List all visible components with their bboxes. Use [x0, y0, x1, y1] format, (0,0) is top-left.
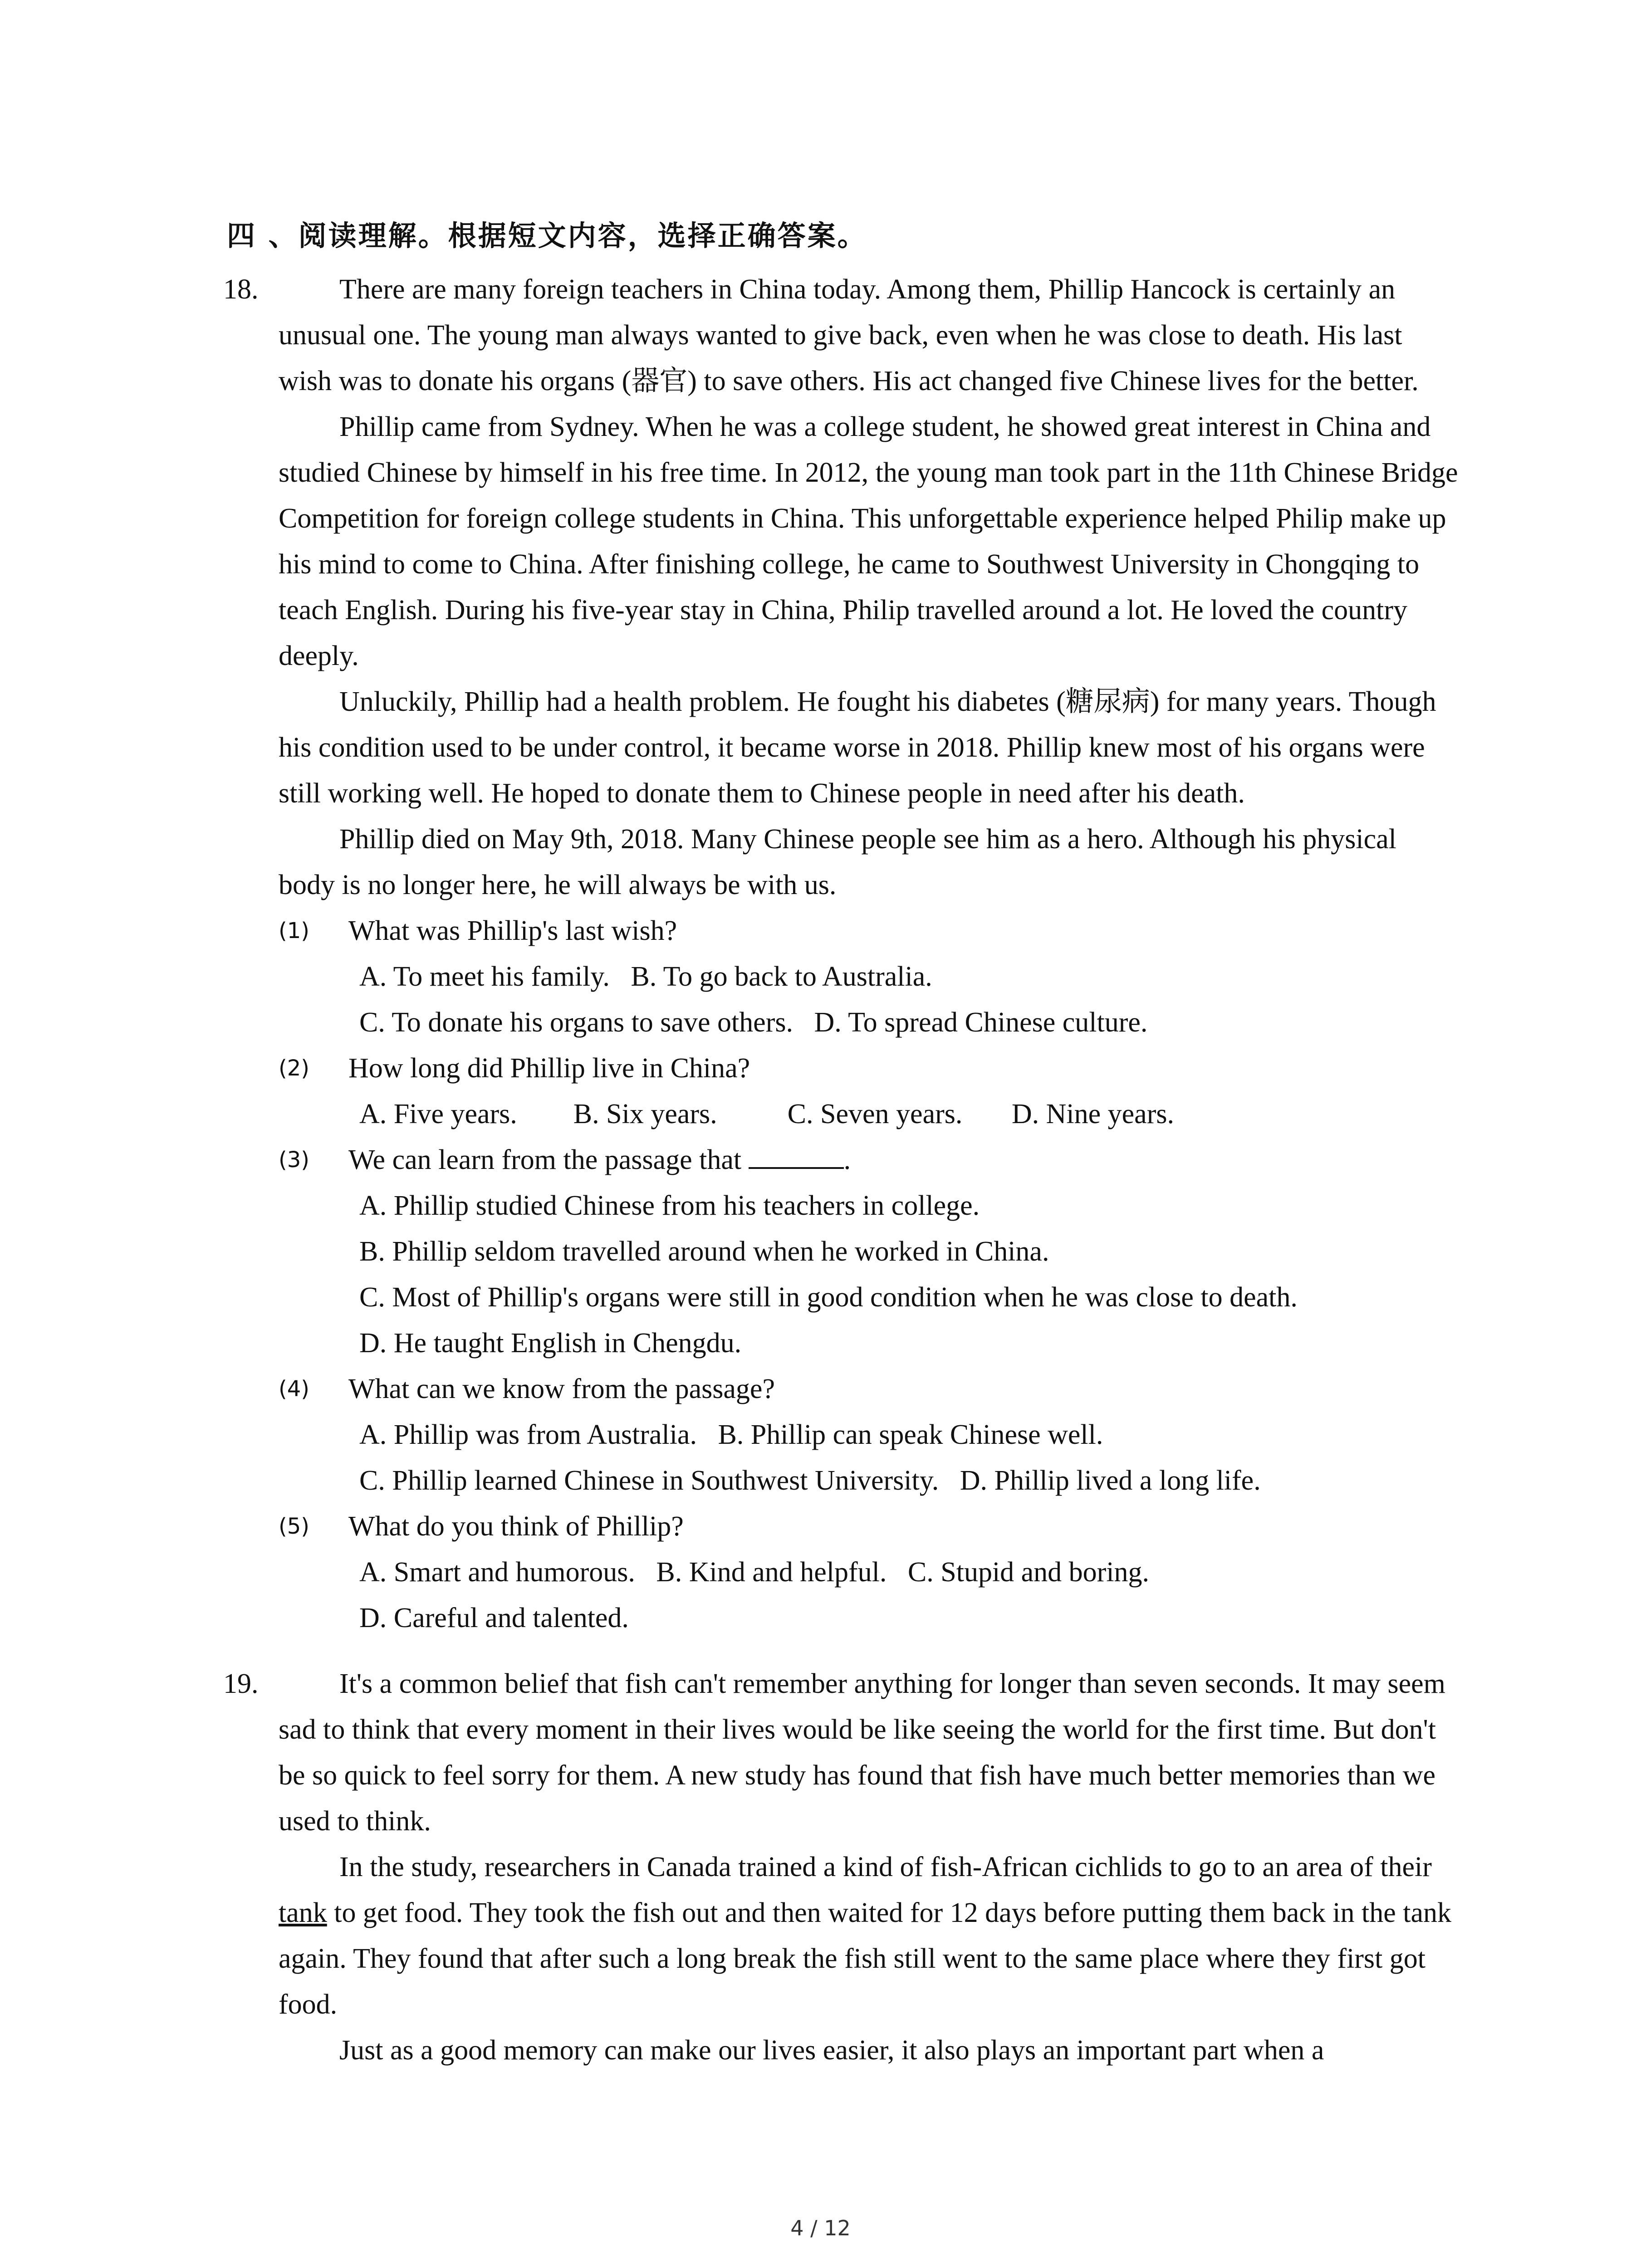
passage-text: to get food. They took the fish out and then waited for 12 days before putting them back in the tank again. They found that after such a long break the fish still went to the same place where they first got food. [279, 1897, 1452, 2020]
answer-options: A. Five years. B. Six years. C. Seven years. D. Nine years. [359, 1099, 1174, 1129]
answer-options: A. Phillip was from Australia. B. Phillip can speak Chinese well. [359, 1419, 1103, 1450]
answer-option: A. Phillip studied Chinese from his teachers in college. [359, 1190, 980, 1221]
question-number: 19. [223, 1668, 259, 1699]
answer-blank [749, 1144, 844, 1169]
passage-paragraph: Phillip came from Sydney. When he was a college student, he showed great interest in China and studied Chinese by himself in his free time. In 2012, the young man took part in the 11th Chinese Bridge Competition for foreign college students in China. This unforgettable experience helped Philip make up his mind to come to China. After finishing college, he came to Southwest University in Chongqing to teach English. During his five-year stay in China, Philip travelled around a lot. He loved the country deeply. [279, 411, 1458, 671]
sub-question-text-end: . [843, 1144, 851, 1175]
spacer [0, 1641, 1641, 1661]
sub-question-number: (2) [279, 1056, 309, 1081]
answer-option: B. Phillip seldom travelled around when he worked in China. [359, 1236, 1049, 1267]
sub-question-number: (4) [279, 1376, 309, 1402]
passage-paragraph: It's a common belief that fish can't remember anything for longer than seven seconds. It may seem sad to think that every moment in their lives would be like seeing the world for the first time. But don't be so quick to feel sorry for them. A new study has found that fish have much better memories than we used to think. [279, 1668, 1445, 1837]
sub-question-number: (5) [279, 1514, 309, 1539]
answer-option: D. He taught English in Chengdu. [359, 1328, 742, 1359]
answer-options: D. Careful and talented. [359, 1603, 629, 1633]
sub-question-text: What can we know from the passage? [348, 1374, 775, 1404]
answer-options: A. Smart and humorous. B. Kind and helpful. C. Stupid and boring. [359, 1557, 1150, 1588]
answer-options: A. To meet his family. B. To go back to Australia. [359, 961, 932, 992]
sub-question-text: We can learn from the passage that [348, 1144, 749, 1175]
question-18 [0, 267, 1641, 1641]
question-19 [0, 1661, 1641, 2073]
underlined-word: tank [279, 1897, 327, 1928]
passage-paragraph: Phillip died on May 9th, 2018. Many Chinese people see him as a hero. Although his physical body is no longer here, he will always be with us. [279, 824, 1396, 900]
sub-question-3 [279, 1137, 1641, 1183]
answer-options: C. Phillip learned Chinese in Southwest University. D. Phillip lived a long life. [359, 1465, 1261, 1496]
section-title: 四 、阅读理解。根据短文内容，选择正确答案。 [227, 219, 867, 252]
passage-paragraph: Unluckily, Phillip had a health problem. He fought his diabetes (糖尿病) for many years. Though his condition used to be under control, it became worse in 2018. Phillip knew most of his organs were still working well. He hoped to donate them to Chinese people in need after his death. [279, 686, 1436, 809]
sub-question-number: (3) [279, 1147, 309, 1173]
sub-question-1 [279, 908, 1641, 954]
sub-question-number: (1) [279, 918, 309, 943]
sub-question-5 [279, 1504, 1641, 1549]
answer-option: C. Most of Phillip's organs were still in good condition when he was close to death. [359, 1282, 1298, 1313]
answer-options: C. To donate his organs to save others. D. To spread Chinese culture. [359, 1007, 1148, 1038]
reading-content [0, 267, 1641, 2073]
passage-paragraph [279, 1844, 1458, 2028]
passage-paragraph: Just as a good memory can make our lives easier, it also plays an important part when a [339, 2035, 1324, 2066]
sub-question-text: What was Phillip's last wish? [348, 915, 677, 946]
sub-question-text: How long did Phillip live in China? [348, 1053, 750, 1084]
question-number: 18. [223, 274, 259, 305]
page-number: 4 / 12 [790, 2216, 851, 2240]
sub-question-2 [279, 1046, 1641, 1091]
sub-question-text: What do you think of Phillip? [348, 1511, 684, 1542]
sub-question-4 [279, 1366, 1641, 1412]
passage-paragraph: There are many foreign teachers in China today. Among them, Phillip Hancock is certainly an unusual one. The young man always wanted to give back, even when he was close to death. His last wish was to donate his organs (器官) to save others. His act changed five Chinese lives for the better. [279, 274, 1419, 396]
passage-text: In the study, researchers in Canada trained a kind of fish-African cichlids to go to an area of their [339, 1852, 1432, 1882]
